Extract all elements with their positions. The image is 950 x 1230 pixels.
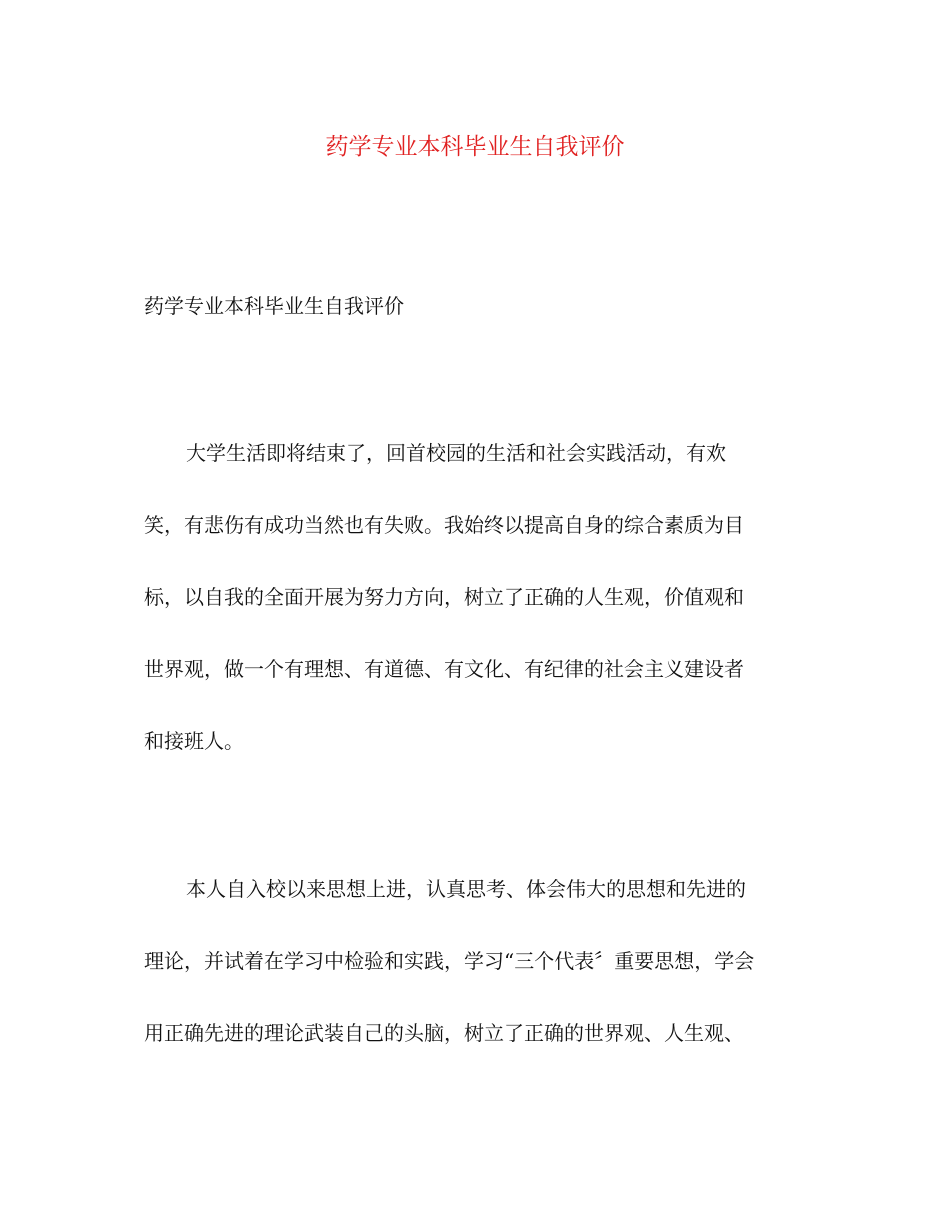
paragraph-1-line-4: 世界观，做一个有理想、有道德、有文化、有纪律的社会主义建设者 xyxy=(144,657,744,681)
paragraph-2-line-1: 本人自入校以来思想上进，认真思考、体会伟大的思想和先进的 xyxy=(186,877,746,901)
document-title: 药学专业本科毕业生自我评价 xyxy=(325,134,625,160)
paragraph-2-line-3: 用正确先进的理论武装自己的头脑，树立了正确的世界观、人生观、 xyxy=(144,1021,744,1045)
paragraph-1-line-3: 标，以自我的全面开展为努力方向，树立了正确的人生观，价值观和 xyxy=(144,585,744,609)
document-subtitle: 药学专业本科毕业生自我评价 xyxy=(144,294,404,318)
paragraph-1-line-1: 大学生活即将结束了，回首校园的生活和社会实践活动，有欢 xyxy=(186,441,726,465)
paragraph-2-line-2: 理论，并试着在学习中检验和实践，学习“三个代表〞重要思想，学会 xyxy=(144,949,755,973)
paragraph-1-line-2: 笑，有悲伤有成功当然也有失败。我始终以提高自身的综合素质为目 xyxy=(144,513,744,537)
paragraph-1-line-5: 和接班人。 xyxy=(144,729,244,753)
